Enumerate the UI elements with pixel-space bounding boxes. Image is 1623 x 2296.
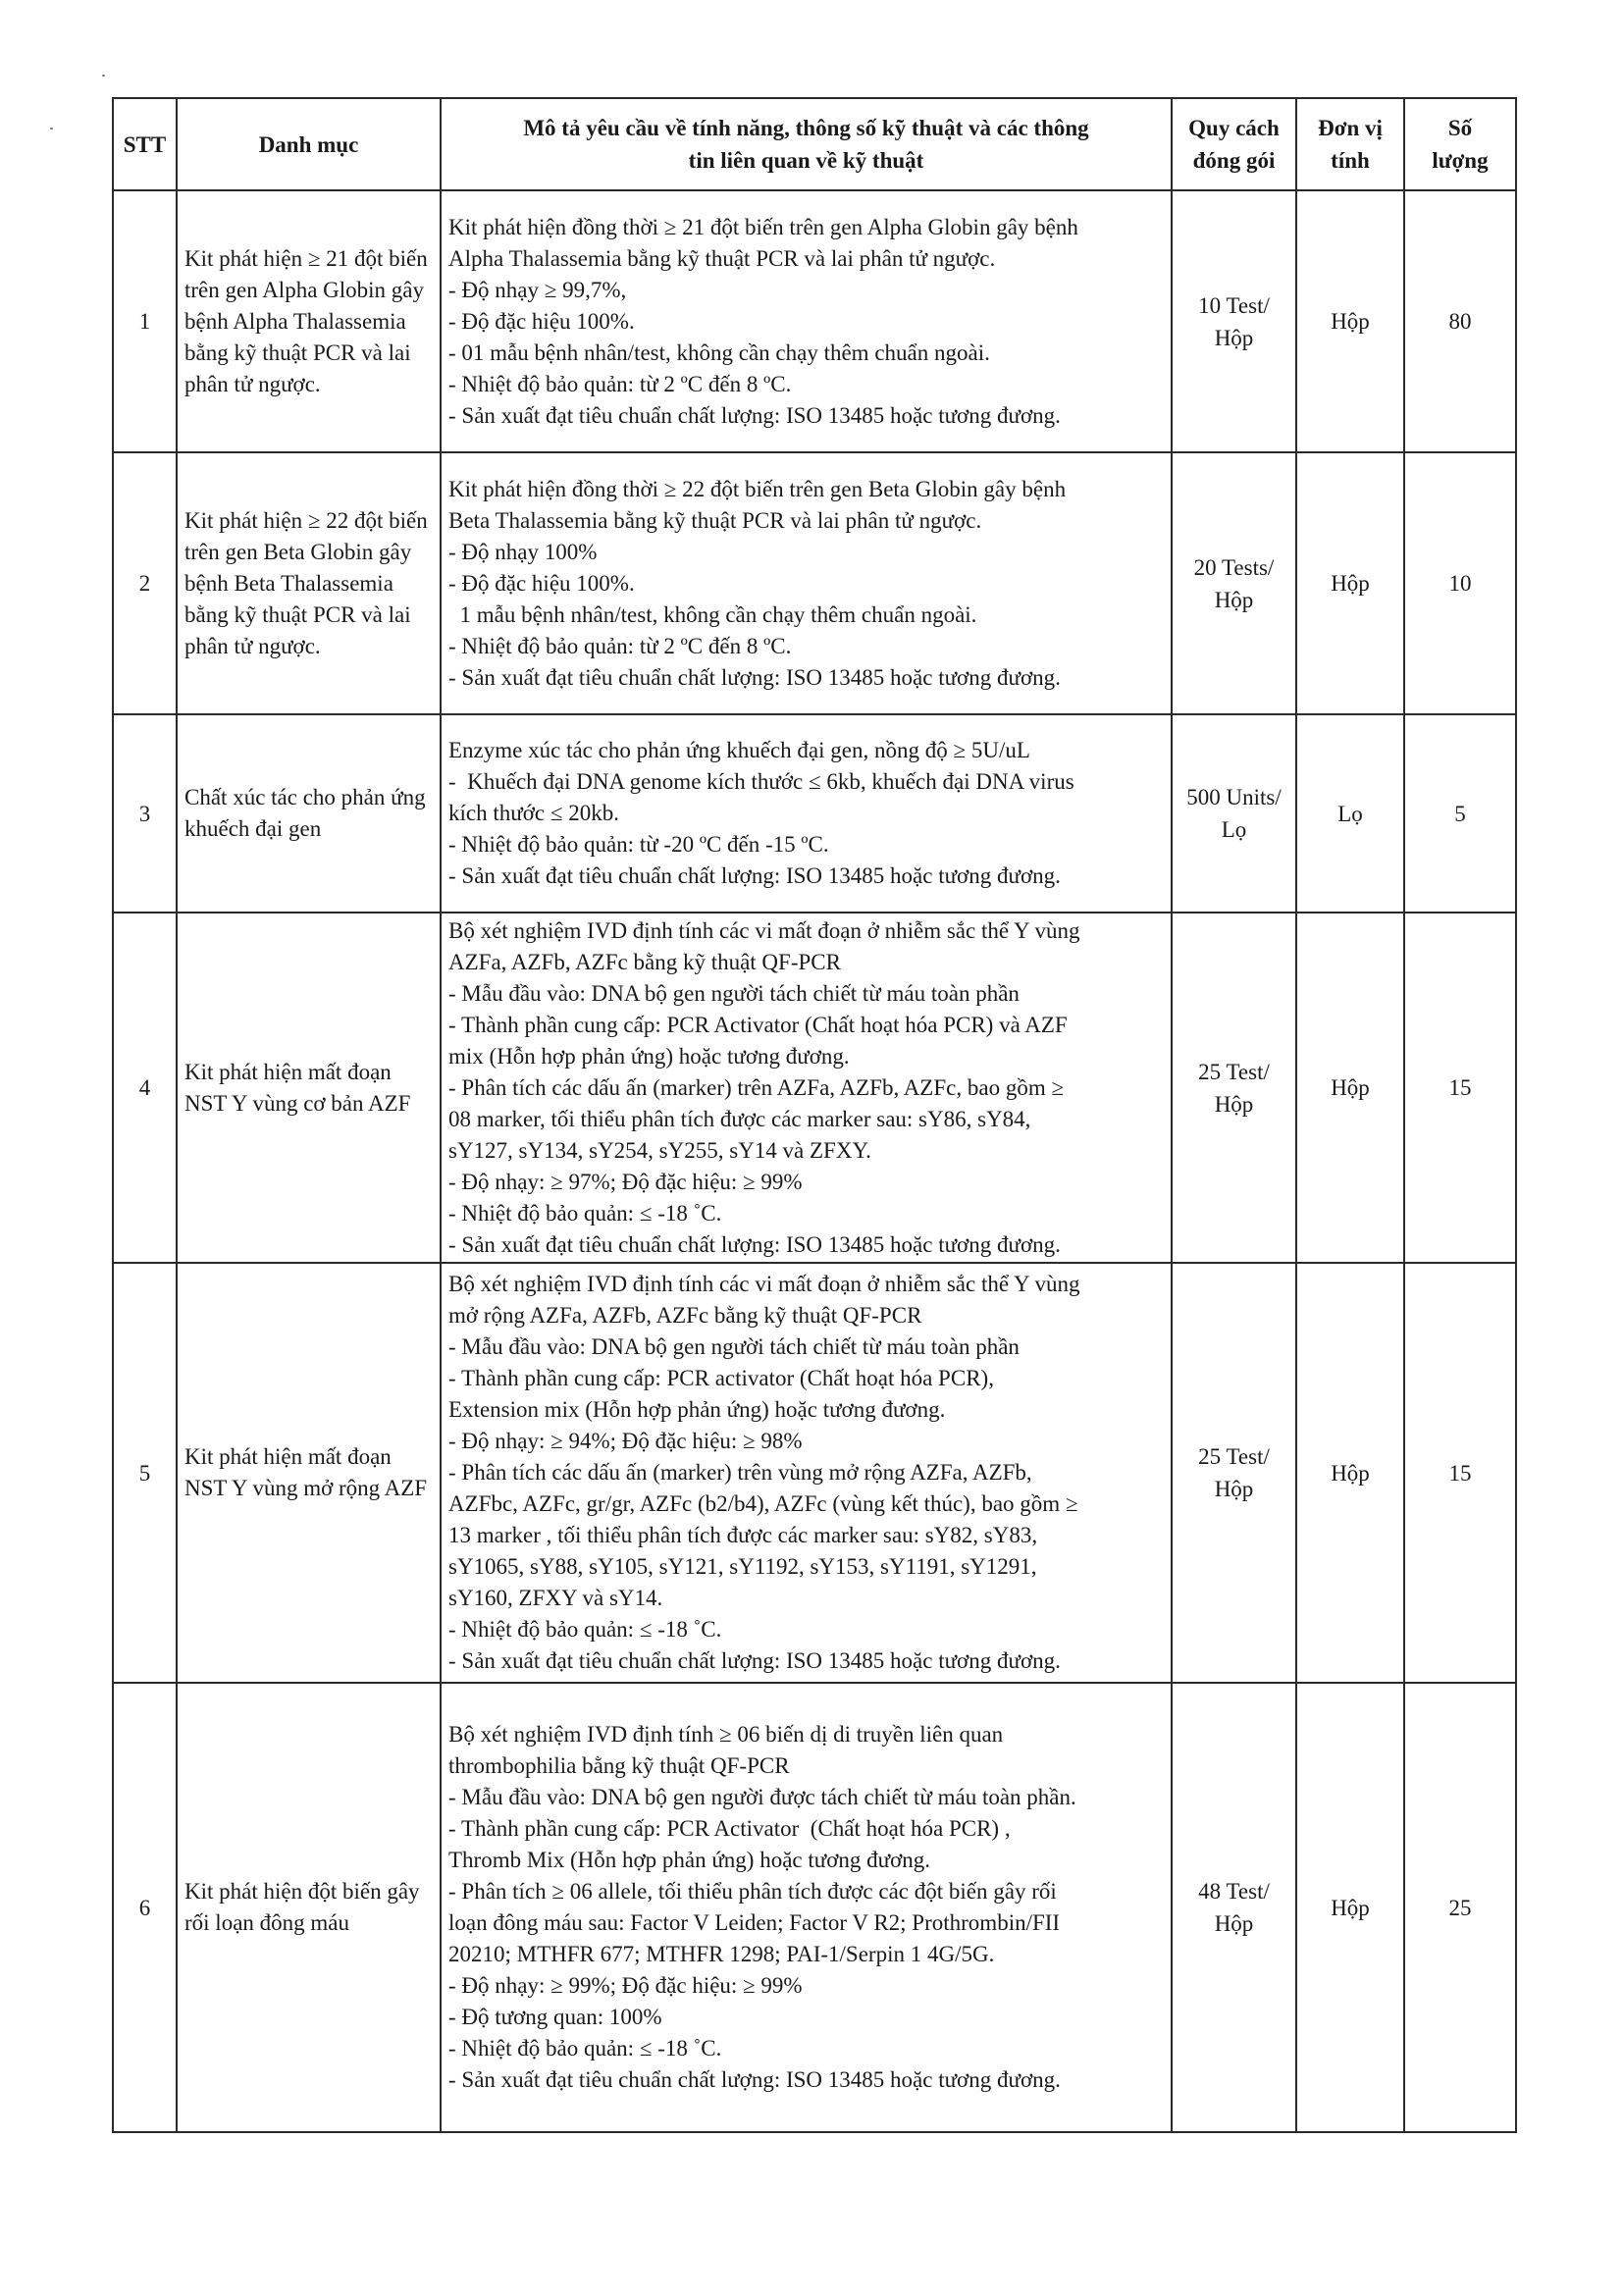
scan-speck	[50, 128, 53, 130]
description-line: Kit phát hiện đồng thời ≥ 22 đột biến trên gen Beta Globin gây bệnh	[448, 476, 1067, 501]
table-row	[113, 452, 1516, 714]
description-line: AZFbc, AZFc, gr/gr, AZFc (b2/b4), AZFc (vùng kết thúc), bao gồm ≥	[448, 1491, 1078, 1516]
description-line: kích thước ≤ 20kb.	[448, 801, 619, 825]
item-name: Kit phát hiện ≥ 22 đột biến trên gen Beta Globin gây bệnh Beta Thalassemia bằng kỹ thuật PCR và lai phân tử ngược.	[177, 452, 441, 714]
description-line: - Sản xuất đạt tiêu chuẩn chất lượng: ISO 13485 hoặc tương đương.	[448, 402, 1061, 428]
description-line: - Khuếch đại DNA genome kích thước ≤ 6kb, khuếch đại DNA virus	[448, 769, 1074, 794]
unit: Hộp	[1296, 190, 1404, 452]
description-line: - Độ đặc hiệu 100%.	[448, 308, 635, 334]
description-line: Extension mix (Hỗn hợp phản ứng) hoặc tương đương.	[448, 1397, 946, 1422]
header-description-line: tin liên quan về kỹ thuật	[688, 148, 924, 173]
description-line: - Độ nhạy: ≥ 94%; Độ đặc hiệu: ≥ 98%	[448, 1429, 803, 1453]
description-line: sY1065, sY88, sY105, sY121, sY1192, sY153, sY1191, sY1291,	[448, 1554, 1037, 1579]
description-line: Bộ xét nghiệm IVD định tính ≥ 06 biến dị di truyền liên quan	[448, 1722, 1004, 1747]
description-line: - Thành phần cung cấp: PCR activator (Chất hoạt hóa PCR),	[448, 1366, 994, 1390]
item-description	[441, 190, 1172, 452]
description-line: thrombophilia bằng kỹ thuật QF-PCR	[448, 1753, 790, 1778]
description-line: sY127, sY134, sY254, sY255, sY14 và ZFXY.	[448, 1137, 871, 1163]
description-line: sY160, ZFXY và sY14.	[448, 1586, 663, 1610]
procurement-spec-table	[112, 97, 1517, 2133]
scan-speck	[102, 75, 105, 77]
unit: Hộp	[1296, 1263, 1404, 1683]
item-description	[441, 714, 1172, 913]
description-line: - Độ nhạy: ≥ 99%; Độ đặc hiệu: ≥ 99%	[448, 1973, 803, 1998]
quantity: 5	[1404, 714, 1516, 913]
description-line: - Sản xuất đạt tiêu chuẩn chất lượng: ISO 13485 hoặc tương đương.	[448, 1231, 1061, 1257]
header-row	[113, 98, 1516, 190]
description-line: - Độ tương quan: 100%	[448, 2005, 662, 2029]
packaging: 48 Test/ Hộp	[1172, 1683, 1296, 2132]
description-line: - Phân tích các dấu ấn (marker) trên vùng mở rộng AZFa, AZFb,	[448, 1460, 1032, 1485]
description-line: - Độ nhạy: ≥ 97%; Độ đặc hiệu: ≥ 99%	[448, 1169, 803, 1194]
quantity: 15	[1404, 1263, 1516, 1683]
row-number: 2	[113, 452, 177, 714]
description-line: - Nhiệt độ bảo quản: ≤ -18 ˚C.	[448, 1617, 722, 1642]
description-line: - Sản xuất đạt tiêu chuẩn chất lượng: ISO 13485 hoặc tương đương.	[448, 664, 1061, 690]
description-line: Alpha Thalassemia bằng kỹ thuật PCR và lai phân tử ngược.	[448, 245, 996, 271]
description-line: 1 mẫu bệnh nhân/test, không cần chạy thêm chuẩn ngoài.	[448, 601, 977, 627]
unit: Hộp	[1296, 913, 1404, 1263]
item-description	[441, 913, 1172, 1263]
description-line: Beta Thalassemia bằng kỹ thuật PCR và lai phân tử ngược.	[448, 507, 982, 533]
description-line: loạn đông máu sau: Factor V Leiden; Factor V R2; Prothrombin/FII	[448, 1910, 1061, 1935]
header-quantity: Số lượng	[1404, 98, 1516, 190]
quantity: 25	[1404, 1683, 1516, 2132]
row-number: 5	[113, 1263, 177, 1683]
description-line: 13 marker , tối thiểu phân tích được các marker sau: sY82, sY83,	[448, 1523, 1038, 1547]
description-line: - Thành phần cung cấp: PCR Activator (Chất hoạt hóa PCR) và AZF	[448, 1012, 1068, 1037]
description-line: - Sản xuất đạt tiêu chuẩn chất lượng: ISO 13485 hoặc tương đương.	[448, 2067, 1061, 2092]
description-line: mở rộng AZFa, AZFb, AZFc bằng kỹ thuật QF-PCR	[448, 1303, 922, 1328]
item-name: Kit phát hiện đột biến gây rối loạn đông máu	[177, 1683, 441, 2132]
packaging: 10 Test/ Hộp	[1172, 190, 1296, 452]
item-name: Kit phát hiện ≥ 21 đột biến trên gen Alpha Globin gây bệnh Alpha Thalassemia bằng kỹ thuật PCR và lai phân tử ngược.	[177, 190, 441, 452]
quantity: 15	[1404, 913, 1516, 1263]
description-line: - Mẫu đầu vào: DNA bộ gen người tách chiết từ máu toàn phần	[448, 980, 1020, 1006]
row-number: 1	[113, 190, 177, 452]
row-number: 6	[113, 1683, 177, 2132]
header-unit: Đơn vị tính	[1296, 98, 1404, 190]
description-line: - Độ đặc hiệu 100%.	[448, 570, 635, 596]
description-line: - Độ nhạy ≥ 99,7%,	[448, 277, 627, 302]
description-line: Thromb Mix (Hỗn hợp phản ứng) hoặc tương đương.	[448, 1848, 931, 1872]
table-row	[113, 1263, 1516, 1683]
packaging: 25 Test/ Hộp	[1172, 913, 1296, 1263]
description-line: mix (Hỗn hợp phản ứng) hoặc tương đương.	[448, 1043, 850, 1069]
description-line: - Sản xuất đạt tiêu chuẩn chất lượng: ISO 13485 hoặc tương đương.	[448, 1648, 1061, 1673]
description-line: - Sản xuất đạt tiêu chuẩn chất lượng: ISO 13485 hoặc tương đương.	[448, 863, 1061, 888]
table-row	[113, 913, 1516, 1263]
header-stt: STT	[113, 98, 177, 190]
quantity: 10	[1404, 452, 1516, 714]
table-body	[113, 190, 1516, 2132]
packaging: 500 Units/ Lọ	[1172, 714, 1296, 913]
description-line: - Phân tích các dấu ấn (marker) trên AZFa, AZFb, AZFc, bao gồm ≥	[448, 1074, 1065, 1100]
description-line: - Phân tích ≥ 06 allele, tối thiểu phân tích được các đột biến gây rối	[448, 1879, 1057, 1904]
item-name: Kit phát hiện mất đoạn NST Y vùng mở rộng AZF	[177, 1263, 441, 1683]
item-description	[441, 1263, 1172, 1683]
description-line: - Nhiệt độ bảo quản: ≤ -18 ˚C.	[448, 2036, 722, 2061]
table-row	[113, 1683, 1516, 2132]
table-row	[113, 190, 1516, 452]
row-number: 4	[113, 913, 177, 1263]
description-line: AZFa, AZFb, AZFc bằng kỹ thuật QF-PCR	[448, 949, 841, 974]
description-line: - Nhiệt độ bảo quản: từ -20 ºC đến -15 ºC.	[448, 832, 829, 857]
table-row	[113, 714, 1516, 913]
description-line: Bộ xét nghiệm IVD định tính các vi mất đoạn ở nhiễm sắc thể Y vùng	[448, 917, 1080, 943]
item-description	[441, 1683, 1172, 2132]
description-line: Bộ xét nghiệm IVD định tính các vi mất đoạn ở nhiễm sắc thể Y vùng	[448, 1272, 1080, 1296]
unit: Hộp	[1296, 1683, 1404, 2132]
description-line: - Nhiệt độ bảo quản: từ 2 ºC đến 8 ºC.	[448, 633, 792, 658]
description-line: Kit phát hiện đồng thời ≥ 21 đột biến trên gen Alpha Globin gây bệnh	[448, 214, 1078, 239]
item-name: Chất xúc tác cho phản ứng khuếch đại gen	[177, 714, 441, 913]
row-number: 3	[113, 714, 177, 913]
unit: Hộp	[1296, 452, 1404, 714]
description-line: 20210; MTHFR 677; MTHFR 1298; PAI-1/Serpin 1 4G/5G.	[448, 1942, 995, 1966]
description-line: - Mẫu đầu vào: DNA bộ gen người được tách chiết từ máu toàn phần.	[448, 1785, 1076, 1809]
header-packaging: Quy cách đóng gói	[1172, 98, 1296, 190]
description-line: - Mẫu đầu vào: DNA bộ gen người tách chiết từ máu toàn phần	[448, 1334, 1020, 1359]
header-name: Danh mục	[177, 98, 441, 190]
unit: Lọ	[1296, 714, 1404, 913]
description-line: 08 marker, tối thiểu phân tích được các marker sau: sY86, sY84,	[448, 1106, 1031, 1131]
header-description	[441, 98, 1172, 190]
description-line: - Thành phần cung cấp: PCR Activator (Chất hoạt hóa PCR) ,	[448, 1816, 1011, 1841]
quantity: 80	[1404, 190, 1516, 452]
item-description	[441, 452, 1172, 714]
description-line: - Nhiệt độ bảo quản: ≤ -18 ˚C.	[448, 1200, 722, 1226]
packaging: 25 Test/ Hộp	[1172, 1263, 1296, 1683]
packaging: 20 Tests/ Hộp	[1172, 452, 1296, 714]
description-line: - 01 mẫu bệnh nhân/test, không cần chạy thêm chuẩn ngoài.	[448, 339, 990, 365]
description-line: - Độ nhạy 100%	[448, 539, 598, 564]
header-description-line: Mô tả yêu cầu về tính năng, thông số kỹ thuật và các thông	[523, 116, 1089, 140]
description-line: Enzyme xúc tác cho phản ứng khuếch đại gen, nồng độ ≥ 5U/uL	[448, 738, 1030, 762]
item-name: Kit phát hiện mất đoạn NST Y vùng cơ bản AZF	[177, 913, 441, 1263]
description-line: - Nhiệt độ bảo quản: từ 2 ºC đến 8 ºC.	[448, 371, 792, 396]
